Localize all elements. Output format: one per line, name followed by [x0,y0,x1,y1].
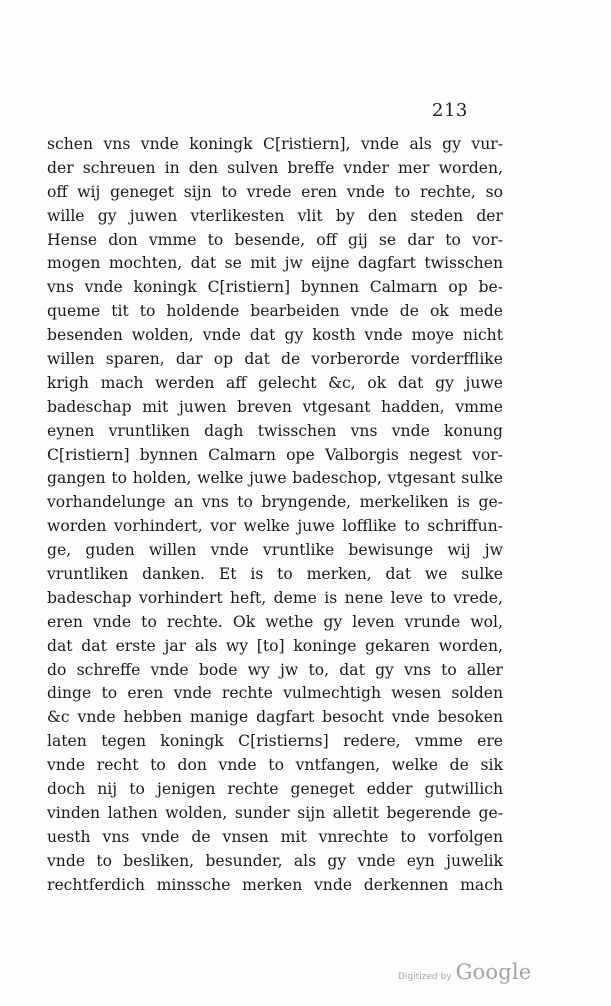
text-line: queme tit to holdende bearbeiden vnde de ok mede [47,302,503,321]
text-line: schen vns vnde koningk C[ristiern], vnde als gy vur- [47,135,503,153]
text-line: mogen mochten, dat se mit jw eijne dagfart twisschen [47,254,503,273]
body-text [47,133,503,898]
text-line: uesth vns vnde de vnsen mit vnrechte to vorfolgen [47,827,503,846]
text-line: eren vnde to rechte. Ok wethe gy leven vrunde wol, [47,612,503,631]
watermark-prefix: Digitized by [398,972,452,982]
text-line: gangen to holden, welke juwe badeschop, vtgesant sulke [47,469,503,488]
text-line: vns vnde koningk C[ristiern] bynnen Calmarn op be- [47,278,503,297]
text-line: rechtferdich minssche merken vnde derkennen mach [47,875,503,894]
text-line: badeschap vorhindert heft, deme is nene leve to vrede, [47,588,503,607]
text-line: badeschap mit juwen breven vtgesant hadden, vmme [47,397,503,416]
text-line: do schreffe vnde bode wy jw to, dat gy vns to aller [47,660,503,679]
text-line: off wij geneget sijn to vrede eren vnde to rechte, so [47,182,503,201]
page-number: 213 [432,100,468,121]
text-line: C[ristiern] bynnen Calmarn ope Valborgis negest vor- [47,445,503,464]
text-line: wille gy juwen vterlikesten vlit by den steden der [47,206,503,225]
text-line: dinge to eren vnde rechte vulmechtigh wesen solden [47,684,503,703]
text-line: vruntliken danken. Et is to merken, dat we sulke [47,565,503,584]
text-line: eynen vruntliken dagh twisschen vns vnde konung [47,421,503,440]
text-line: ge, guden willen vnde vruntlike bewisunge wij jw [47,541,503,560]
text-line: Hense don vmme to besende, off gij se dar to vor- [47,230,503,249]
text-line: &c vnde hebben manige dagfart besocht vnde besoken [47,708,503,727]
google-logo: Google [455,960,532,984]
text-line: doch nij to jenigen rechte geneget edder gutwillich [47,780,503,799]
text-line: willen sparen, dar op dat de vorberorde vorderfflike [47,350,503,369]
text-line: vnde to besliken, besunder, als gy vnde eyn juwelik [47,851,503,870]
text-line: vnde recht to don vnde to vntfangen, welke de sik [47,756,503,775]
text-line: laten tegen koningk C[ristierns] redere, vmme ere [47,732,503,751]
text-line: vinden lathen wolden, sunder sijn alletit begerende ge- [47,803,503,822]
text-line: vorhandelunge an vns to bryngende, merkeliken is ge- [47,493,503,512]
text-line: der schreuen in den sulven breffe vnder mer worden, [47,158,503,177]
text-line: worden vorhindert, vor welke juwe lofflike to schriffun- [47,517,503,536]
digitized-watermark [398,960,531,984]
text-line: besenden wolden, vnde dat gy kosth vnde moye nicht [47,326,503,345]
text-line: krigh mach werden aff gelecht &c, ok dat gy juwe [47,373,503,392]
text-line: dat dat erste jar als wy [to] koninge gekaren worden, [47,636,503,655]
